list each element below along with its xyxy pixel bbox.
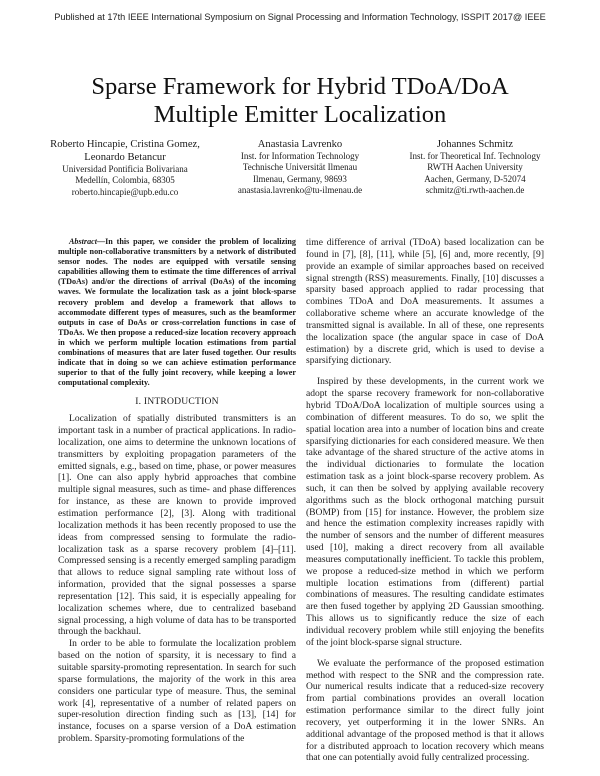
abstract <box>58 237 296 388</box>
intro-paragraph-1: Localization of spatially distributed transmitters is an important task in a number of practical applications. In radio-localization, one aims to determine the unknown locations of transmitters by exploiting propagation parameters of the emitted signals, e.g., based on time, phase, or power measures [1]. One can also apply hybrid approaches that combine multiple signal measures, such as time- and phase differences for instance, as these are known to provide improved estimation performance [2], [3]. Along with traditional localization methods it has been recently proposed to use the ideas from compressed sensing to formulate the radio-localization task as a sparse recovery problem [4]–[11]. Compressed sensing is a recently emerged sampling paradigm that allows to reduce signal sampling rate without loss of information, provided that the signal possesses a sparse representation [12]. This said, it is especially appealing for localization schemes where, due to centralized baseband signal processing, a high volume of data has to be transported through the backhaul. <box>58 413 296 638</box>
right-paragraph-1: time difference of arrival (TDoA) based localization can be found in [7], [8], [11], while [5], [6] and, more recently, [9] provide an example of similar approaches based on received signal strength (RSS) measurements. Finally, [10] discusses a sparsity based approach applied to radar processing that combines TDoA and DoA measurements. It assumes a collaborative scheme where an accurate knowledge of the transmitted signal is available. In all of these, one represents the localization space (the angular space in case of DoA estimation) by a discrete grid, which is used to devise a sparsifying dictionary. <box>306 237 544 367</box>
title-line-1: Sparse Framework for Hybrid TDoA/DoA <box>91 73 509 100</box>
section-heading-introduction: I. INTRODUCTION <box>135 396 219 408</box>
author-2-email: anastasia.lavrenko@tu-ilmenau.de <box>237 185 363 196</box>
right-paragraph-2: Inspired by these developments, in the current work we adopt the sparse recovery framework for non-collaborative hybrid TDoA/DoA localization of multiple sources using a combination of different measures. To do so, we split the spatial location area into a number of location bins and create sparsifying dictionaries for each considered measure. We then take advantage of the shared structure of the active atoms in the individual dictionaries to formulate the location estimation task as a joint block-sparse recovery problem. As such, it can then be solved by applying available recovery algorithms such as the block orthogonal matching pursuit (BOMP) from [15] for instance. However, the problem size and hence the estimation complexity increases rapidly with the number of sensors and the number of different measures used [10], making a direct recovery from all available measures computationally inefficient. To tackle this problem, we propose a reduced-size method in which we perform multiple location estimations from (different) partial combinations of measures. The resulting candidate estimates are then fused together by applying 2D Gaussian smoothing. This allows us to significantly reduce the size of each individual recovery problem while still enjoying the benefits of the joint block-sparse signal structure. <box>306 376 544 648</box>
right-column <box>306 237 544 764</box>
paragraph-gap-1 <box>306 367 544 376</box>
author-block <box>40 138 560 208</box>
author-3-affiliation-3: Aachen, Germany, D-52074 <box>424 173 526 184</box>
abstract-text: —In this paper, we consider the problem of localizing multiple non-collaborative transmitters by a network of distributed sensor nodes. The nodes are equipped with versatile sensing capabilities allowing them to estimate the time differences of arrival (TDoAs) and/or the directions of arrival (DoAs) of the incoming waves. We formulate the localization task as a joint block-sparse recovery problem and develop a framework that allows to accommodate different types of measures, such as the beamformer outputs in case of DoAs or cross-correlation functions in case of TDoAs. We then propose a reduced-size location recovery approach in which we perform multiple location estimations from partial combinations of measures that are later fused together. Our results indicate that in doing so we can achieve estimation performance superior to that of the fully joint recovery, while keeping a lower computational complexity. <box>58 237 296 388</box>
title-line-2: Multiple Emitter Localization <box>153 101 447 128</box>
author-1-email: roberto.hincapie@upb.edu.co <box>71 186 179 197</box>
author-3-affiliation-1: Inst. for Theoretical Inf. Technology <box>409 151 541 161</box>
author-3-name: Johannes Schmitz <box>436 139 514 150</box>
author-1-affiliation-2: Medellín, Colombia, 68305 <box>75 175 175 186</box>
paragraph-gap-2 <box>306 649 544 658</box>
right-paragraph-3: We evaluate the performance of the proposed estimation method with respect to the SNR and the compression rate. Our numerical results indicate that a reduced-size recovery from partial combinations provides an overall location estimation performance similar to the direct fully joint recovery, yet outperforming it in the lower SNRs. An additional advantage of the proposed method is that it allows for a distributed approach to location recovery which means that one can potentially avoid fully centralized processing. <box>306 657 544 764</box>
author-1 <box>40 138 210 198</box>
author-1-name-line-1: Roberto Hincapie, Cristina Gomez, <box>50 139 200 150</box>
author-3-affiliation-2: RWTH Aachen University <box>427 162 523 173</box>
author-2-affiliation-2: Technische Universität Ilmenau <box>242 162 358 173</box>
publication-header: Published at 17th IEEE International Symposium on Signal Processing and Information Technology, ISSPIT 2017@ IEEE <box>54 12 546 22</box>
author-3-email: schmitz@ti.rwth-aachen.de <box>425 185 525 196</box>
paper-title <box>40 73 560 129</box>
author-2-name: Anastasia Lavrenko <box>257 139 343 150</box>
intro-paragraph-2: In order to be able to formulate the localization problem based on the notion of sparsity, it is necessary to find a suitable sparsity-promoting representation. In search for such sparse formulations, the majority of the work in this area considers one particular type of measure. Thus, the seminal work [4], representative of a number of related papers on super-resolution direction finding such as [13], [14] for instance, focuses on a sparse version of a DoA estimation problem. Sparsity-promoting formulations of the <box>58 638 296 745</box>
author-2-affiliation-3: Ilmenau, Germany, 98693 <box>253 173 347 184</box>
author-1-affiliation-1: Universidad Pontificia Bolivariana <box>62 164 188 174</box>
left-column <box>58 237 296 745</box>
author-2-affiliation-1: Inst. for Information Technology <box>240 151 360 161</box>
author-2 <box>215 138 385 197</box>
author-1-name-line-2: Leonardo Betancur <box>84 152 166 163</box>
abstract-lead: Abstract <box>69 237 97 246</box>
author-3 <box>390 138 560 197</box>
